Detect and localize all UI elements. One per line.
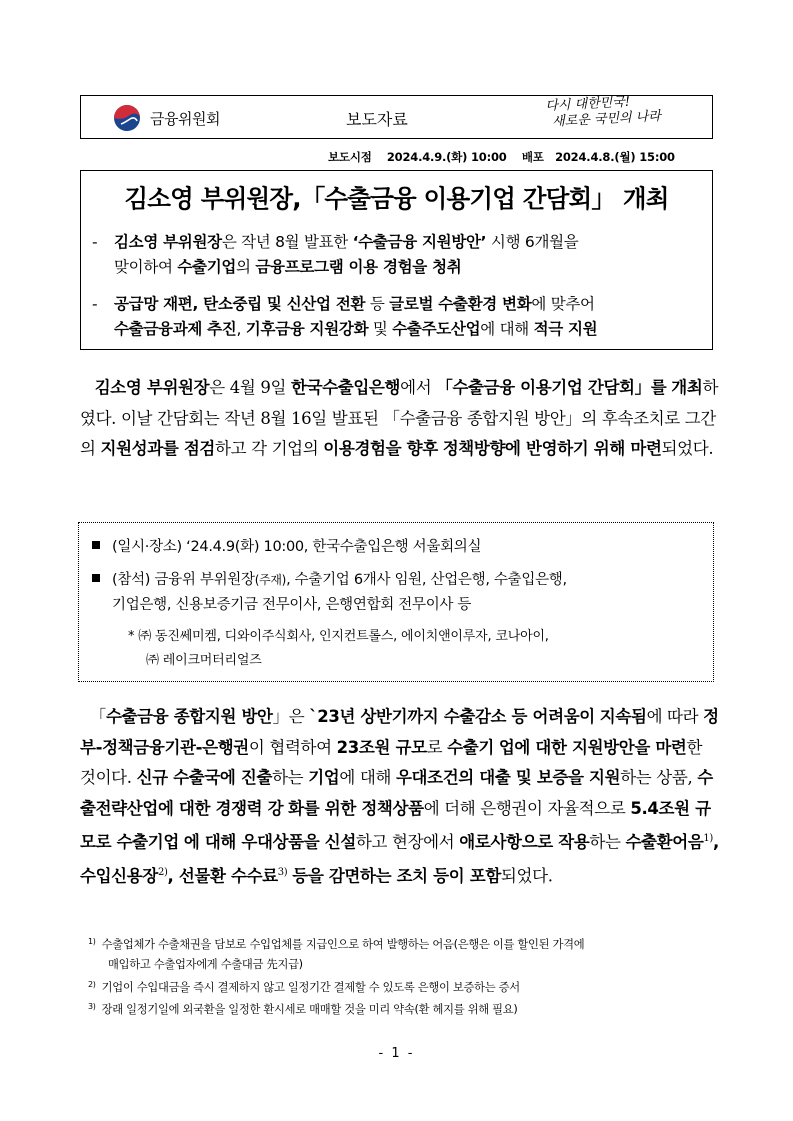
release-label: 보도시점 <box>328 150 372 164</box>
attendee-note-line2: ㈜ 레이크머터리얼즈 <box>146 653 262 668</box>
attendee-note-line1: * ㈜ 동진쎄미켐, 디와이주식회사, 인지컨트롤스, 에이치앤이루자, 코나아이, <box>128 629 549 644</box>
body-paragraph-1: 김소영 부위원장은 4월 9일 한국수출입은행에서 「수출금융 이용기업 간담회」를 개최하였다. 이날 간담회는 작년 8월 16일 발표된 「수출금융 종합지원 방안」의 후속조치로 그간의 지원성과를 점검하고 각 기업의 이용경험을 향후 정책방향에 반영하기 위해 마련되었다. <box>80 378 719 458</box>
government-logo-icon <box>113 104 141 132</box>
footnote-ref-3: 3) <box>277 867 288 878</box>
bullet-square-icon <box>92 541 100 549</box>
body-paragraph-2: 「수출금융 종합지원 방안」은 `23년 상반기까지 수출감소 등 어려움이 지속됨에 따라 정부-정책금융기관-은행권이 협력하여 23조원 규모로 수출기 업에 대한 지원방안을 마련한 것이다. 신규 수출국에 진출하는 기업에 대해 우대조건의 대출 및 보증을 지원하는 상품, 수출전략산업에 대한 경쟁력 강 화를 위한 정책상품에 더해 은행권이 자율적으로 5.4조원 규모로 수출기업 에 대해 우대상품을 신설하고 현장에서 애로사항으로 작용하는 수출환어음$^{1)}$, 수입신용장$^{2)}$, 선물환 수수료$^{3)}$ 등을 감면하는 조치 등이 포함되었다. <box>80 707 719 886</box>
page-title: 김소영 부위원장,「수출금융 이용기업 간담회」 개최 <box>124 184 669 213</box>
slogan-line1: 다시 대한민국! <box>545 94 631 114</box>
footnote-1: $^{1)}$ 수출업체가 수출채권을 담보로 수입업체를 지급인으로 하여 발행하는 어음(은행은 이를 할인된 가격에 매입하고 수출업자에게 수출대금 先지급) <box>88 937 585 971</box>
page-number: - 1 - <box>378 1046 415 1061</box>
org-name: 금융위원회 <box>150 110 220 128</box>
footnote-ref-1: 1) <box>703 833 713 844</box>
info-item-datetime-place: (일시·장소) ‘24.4.9(화) 10:00, 한국수출입은행 서울회의실 <box>92 535 481 559</box>
footnote-2: $^{2)}$ 기업이 수입대금을 즉시 결제하지 않고 일정기간 결제할 수 있도록 은행이 보증하는 증서 <box>88 980 520 994</box>
info-item-attendees: (참석) 금융위 부위원장(주재), 수출기업 6개사 임원, 산업은행, 수출입은행, <box>92 568 567 592</box>
footnote-3: $^{3)}$ 장래 일정기일에 외국환을 일정한 환시세로 매매할 것을 미리 약속(환 헤지를 위해 필요) <box>88 1002 518 1016</box>
bullet-square-icon <box>92 574 100 582</box>
distribution-label: 배포 <box>521 150 544 164</box>
slogan-line2: 새로운 국민의 나라 <box>551 108 662 130</box>
distribution-datetime: 2024.4.8.(월) 15:00 <box>555 150 675 164</box>
info-item-attendees-cont: 기업은행, 신용보증기금 전무이사, 은행연합회 전무이사 등 <box>112 597 472 613</box>
release-info <box>328 149 675 165</box>
summary-item-1: - 김소영 부위원장은 작년 8월 발표한 ‘수출금융 지원방안’ 시행 6개월을 맞이하여 수출기업의 금융프로그램 이용 경험을 청취 <box>92 233 579 276</box>
footnote-ref-2: 2) <box>157 867 168 878</box>
doc-type-label: 보도자료 <box>346 110 408 129</box>
summary-item-2: - 공급망 재편, 탄소중립 및 신산업 전환 등 글로벌 수출환경 변화에 맞추어 수출금융과제 추진, 기후금융 지원강화 및 수출주도산업에 대해 적극 지원 <box>92 295 598 338</box>
release-datetime: 2024.4.9.(화) 10:00 <box>386 150 507 164</box>
